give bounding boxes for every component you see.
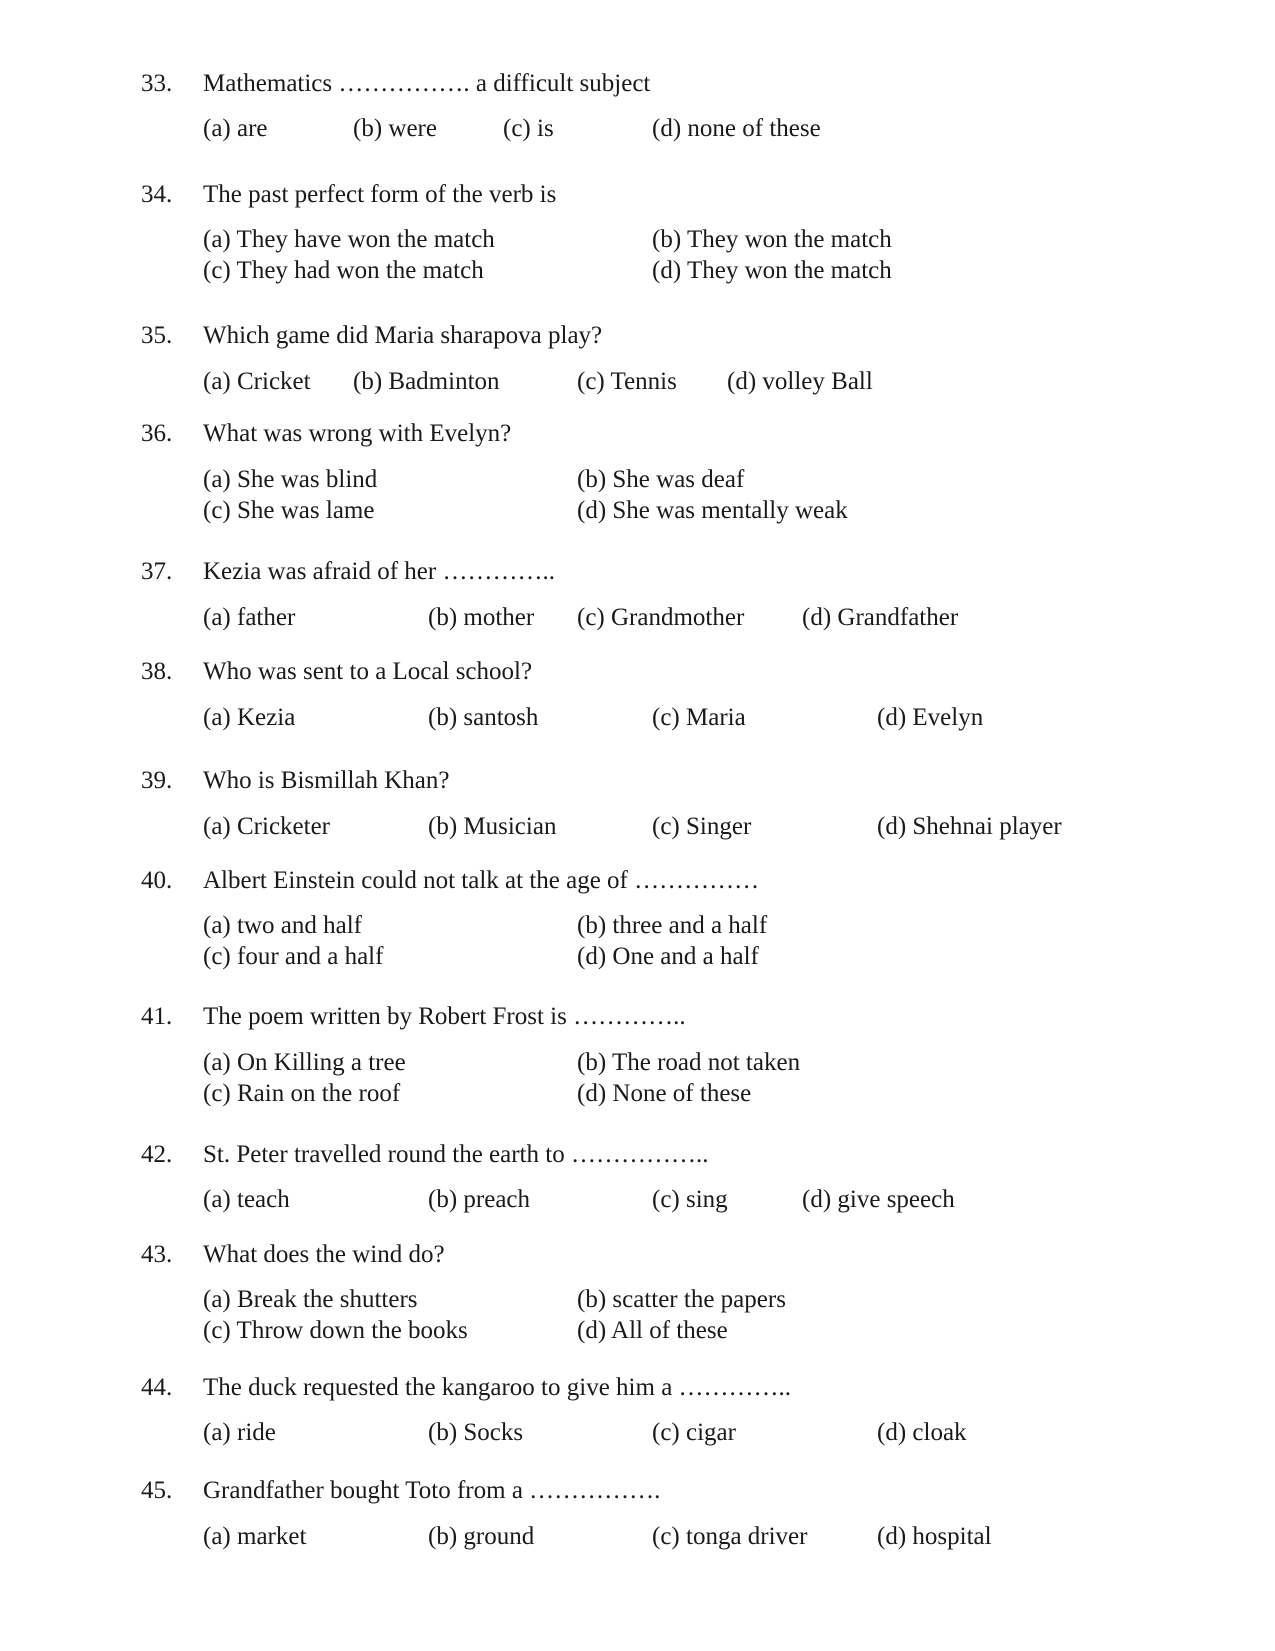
question-number: 33. [141, 70, 173, 97]
option-a: (a) Break the shutters [203, 1286, 418, 1313]
option-b: (b) scatter the papers [577, 1286, 786, 1313]
option-c: (c) Rain on the roof [203, 1080, 401, 1107]
question-text: St. Peter travelled round the earth to …………….. [203, 1141, 709, 1168]
question-number: 45. [141, 1477, 173, 1504]
question-number: 35. [141, 322, 173, 349]
option-a: (a) They have won the match [203, 226, 495, 253]
option-a: (a) She was blind [203, 466, 378, 493]
question-text: Which game did Maria sharapova play? [203, 322, 603, 349]
question-text: What does the wind do? [203, 1241, 445, 1268]
option-a: (a) On Killing a tree [203, 1049, 406, 1076]
option-b: (b) santosh [428, 704, 539, 731]
question-number: 43. [141, 1241, 173, 1268]
question-text: What was wrong with Evelyn? [203, 420, 512, 447]
option-d: (d) Grandfather [802, 604, 959, 631]
option-d: (d) She was mentally weak [577, 497, 848, 524]
option-d: (d) none of these [652, 115, 821, 142]
option-b: (b) She was deaf [577, 466, 745, 493]
option-d: (d) cloak [877, 1419, 967, 1446]
option-b: (b) ground [428, 1523, 535, 1550]
option-d: (d) Evelyn [877, 704, 984, 731]
option-b: (b) preach [428, 1186, 531, 1213]
option-b: (b) Badminton [353, 368, 500, 395]
option-c: (c) They had won the match [203, 257, 484, 284]
question-number: 41. [141, 1003, 173, 1030]
option-d: (d) Shehnai player [877, 813, 1062, 840]
option-a: (a) father [203, 604, 296, 631]
question-text: Who was sent to a Local school? [203, 658, 533, 685]
option-c: (c) tonga driver [652, 1523, 808, 1550]
question-number: 38. [141, 658, 173, 685]
option-c: (c) four and a half [203, 943, 384, 970]
option-d: (d) All of these [577, 1317, 728, 1344]
question-number: 42. [141, 1141, 173, 1168]
question-text: Grandfather bought Toto from a ……………. [203, 1477, 661, 1504]
option-c: (c) Tennis [577, 368, 677, 395]
question-number: 37. [141, 558, 173, 585]
option-c: (c) is [503, 115, 554, 142]
question-text: Who is Bismillah Khan? [203, 767, 450, 794]
question-text: Kezia was afraid of her ………….. [203, 558, 555, 585]
option-a: (a) Kezia [203, 704, 296, 731]
option-a: (a) two and half [203, 912, 362, 939]
option-a: (a) market [203, 1523, 307, 1550]
option-b: (b) were [353, 115, 437, 142]
question-number: 36. [141, 420, 173, 447]
question-number: 34. [141, 181, 173, 208]
option-b: (b) The road not taken [577, 1049, 801, 1076]
question-text: The poem written by Robert Frost is ………….. [203, 1003, 686, 1030]
option-d: (d) hospital [877, 1523, 992, 1550]
option-c: (c) She was lame [203, 497, 375, 524]
question-number: 39. [141, 767, 173, 794]
question-text: Albert Einstein could not talk at the age of …………… [203, 867, 760, 894]
question-number: 44. [141, 1374, 173, 1401]
option-d: (d) None of these [577, 1080, 752, 1107]
option-c: (c) Grandmother [577, 604, 745, 631]
option-b: (b) Musician [428, 813, 557, 840]
option-b: (b) three and a half [577, 912, 768, 939]
option-c: (c) cigar [652, 1419, 736, 1446]
option-a: (a) teach [203, 1186, 290, 1213]
option-c: (c) Singer [652, 813, 752, 840]
option-b: (b) Socks [428, 1419, 524, 1446]
option-d: (d) They won the match [652, 257, 892, 284]
option-c: (c) sing [652, 1186, 728, 1213]
option-d: (d) give speech [802, 1186, 955, 1213]
question-text: The duck requested the kangaroo to give him a ………….. [203, 1374, 792, 1401]
option-d: (d) One and a half [577, 943, 759, 970]
option-c: (c) Maria [652, 704, 746, 731]
question-number: 40. [141, 867, 173, 894]
option-b: (b) They won the match [652, 226, 892, 253]
option-a: (a) Cricketer [203, 813, 331, 840]
option-a: (a) Cricket [203, 368, 311, 395]
question-text: Mathematics ……………. a difficult subject [203, 70, 651, 97]
option-a: (a) are [203, 115, 268, 142]
option-d: (d) volley Ball [727, 368, 873, 395]
option-a: (a) ride [203, 1419, 276, 1446]
question-text: The past perfect form of the verb is [203, 181, 557, 208]
option-b: (b) mother [428, 604, 535, 631]
option-c: (c) Throw down the books [203, 1317, 468, 1344]
